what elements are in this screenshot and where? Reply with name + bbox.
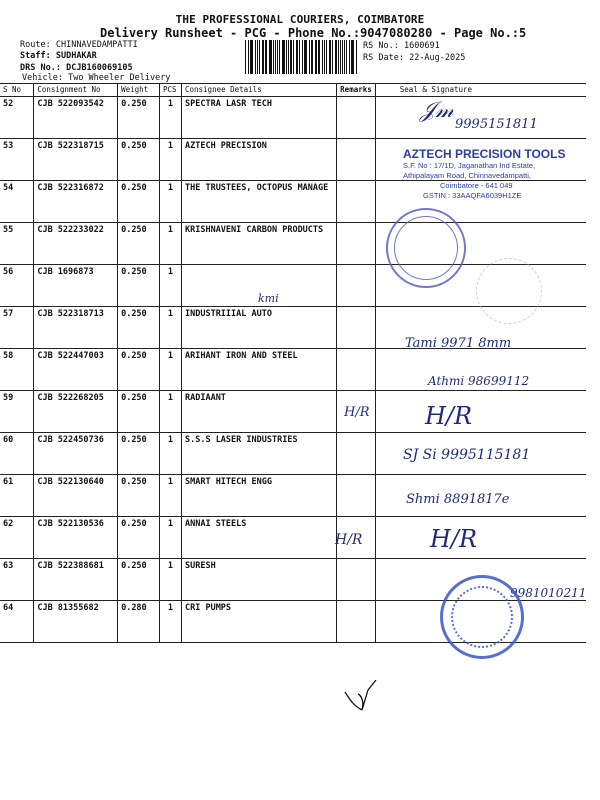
cell-weight: 0.250 — [118, 559, 160, 601]
staff-label: Staff: — [20, 51, 51, 61]
cell-weight: 0.250 — [118, 391, 160, 433]
krishnaveni-stamp — [386, 208, 466, 288]
cell-consignment-no: CJB 1696873 — [34, 265, 118, 307]
cell-weight: 0.250 — [118, 139, 160, 181]
barcode-bar — [356, 40, 357, 74]
cell-consignee: INDUSTRIIIAL AUTO — [181, 307, 336, 349]
barcode-bar — [335, 40, 337, 74]
barcode-bar — [330, 40, 331, 74]
cell-weight: 0.250 — [118, 97, 160, 139]
cell-consignment-no: CJB 522388681 — [34, 559, 118, 601]
signature-row-63: 9981010211 — [510, 586, 587, 600]
cell-consignee: ARIHANT IRON AND STEEL — [181, 349, 336, 391]
barcode-bar — [309, 40, 310, 74]
route-value: CHINNAVEDAMPATTI — [55, 40, 138, 50]
col-weight: Weight — [118, 84, 160, 97]
cell-weight: 0.250 — [118, 181, 160, 223]
barcode-bar — [346, 40, 347, 74]
barcode-bar — [279, 40, 280, 74]
barcode-bar — [248, 40, 249, 74]
cell-sno: 57 — [0, 307, 34, 349]
cell-seal-signature — [375, 391, 586, 433]
barcode-bar — [324, 40, 325, 74]
cell-seal-signature — [375, 517, 586, 559]
col-seal-signature: Seal & Signature — [375, 84, 586, 97]
cell-consignment-no: CJB 522318715 — [34, 139, 118, 181]
cell-sno: 58 — [0, 349, 34, 391]
cell-consignee: SPECTRA LASR TECH — [181, 97, 336, 139]
cell-sno: 54 — [0, 181, 34, 223]
cell-consignee: AZTECH PRECISION — [181, 139, 336, 181]
signature-row-58: Athmi 98699112 — [428, 374, 530, 388]
cell-sno: 53 — [0, 139, 34, 181]
cell-consignee: RADIAANT — [181, 391, 336, 433]
barcode-bar — [318, 40, 319, 74]
cell-consignment-no: CJB 522318713 — [34, 307, 118, 349]
route-label: Route: — [20, 40, 51, 50]
aztech-stamp-gstin: GSTIN : 33AAQFA6039H1ZE — [423, 191, 522, 200]
cell-weight: 0.250 — [118, 265, 160, 307]
cell-sno: 62 — [0, 517, 34, 559]
handwriting-above-57: kmi — [258, 292, 279, 305]
barcode-bar — [293, 40, 294, 74]
cell-consignee: ANNAI STEELS — [181, 517, 336, 559]
cell-pcs: 1 — [160, 223, 182, 265]
barcode-bar — [257, 40, 258, 74]
col-pcs: PCS — [160, 84, 182, 97]
aztech-stamp-line2: Athipalayam Road, Chinnavedampatti, — [403, 171, 531, 180]
cell-remarks — [337, 223, 376, 265]
vehicle-line — [22, 73, 170, 83]
barcode-bar — [255, 40, 257, 74]
barcode-bar — [286, 40, 287, 74]
aztech-stamp-line1: S.F. No : 17/1D, Jaganathan Ind Estate, — [403, 161, 536, 170]
table-row — [0, 391, 586, 433]
cell-weight: 0.250 — [118, 433, 160, 475]
cri-pumps-stamp — [440, 575, 524, 659]
barcode-bar — [329, 40, 330, 74]
barcode-bar — [338, 40, 339, 74]
barcode-bar — [305, 40, 306, 74]
company-title: THE PROFESSIONAL COURIERS, COIMBATORE — [175, 13, 425, 26]
staff-value: SUDHAKAR — [55, 51, 97, 61]
barcode-bar — [251, 40, 252, 74]
cell-pcs: 1 — [160, 97, 182, 139]
krishnaveni-stamp-inner — [394, 216, 458, 280]
rs-no-line — [363, 41, 440, 51]
barcode-bar — [352, 40, 353, 74]
cell-weight: 0.250 — [118, 349, 160, 391]
barcode-bar — [297, 40, 298, 74]
remarks-hr-59: H/R — [344, 405, 370, 420]
signature-row-61: Shmi 8891817e — [406, 492, 510, 507]
runsheet-subtitle: Delivery Runsheet - PCG - Phone No.:9047080280 - Page No.:5 — [100, 26, 527, 40]
cell-pcs: 1 — [160, 265, 182, 307]
cell-weight: 0.250 — [118, 517, 160, 559]
cell-consignment-no: CJB 81355682 — [34, 601, 118, 643]
cell-weight: 0.250 — [118, 223, 160, 265]
cell-pcs: 1 — [160, 181, 182, 223]
cell-consignee: SMART HITECH ENGG — [181, 475, 336, 517]
rs-date-label: RS Date: — [363, 53, 404, 63]
cell-sno: 56 — [0, 265, 34, 307]
rs-date-line — [363, 53, 465, 63]
barcode-bar — [265, 40, 266, 74]
barcode-bar — [302, 40, 303, 74]
col-consignment: Consignment No — [34, 84, 118, 97]
barcode-bar — [349, 40, 350, 74]
cell-remarks — [337, 307, 376, 349]
barcode — [245, 40, 357, 74]
barcode-bar — [259, 40, 260, 74]
cell-sno: 59 — [0, 391, 34, 433]
barcode-bar — [344, 40, 345, 74]
cell-pcs: 1 — [160, 349, 182, 391]
signature-row-62: H/R — [430, 525, 478, 553]
cell-consignment-no: CJB 522233022 — [34, 223, 118, 265]
barcode-bar — [342, 40, 343, 74]
cell-remarks — [337, 475, 376, 517]
cell-pcs: 1 — [160, 391, 182, 433]
cell-weight: 0.250 — [118, 307, 160, 349]
cell-consignee: SURESH — [181, 559, 336, 601]
signature-row-57: Tami 9971 8mm — [405, 336, 512, 351]
cell-pcs: 1 — [160, 307, 182, 349]
aztech-stamp-name: AZTECH PRECISION TOOLS — [403, 147, 566, 161]
cell-consignee: CRI PUMPS — [181, 601, 336, 643]
barcode-bar — [273, 40, 274, 74]
rs-no-label: RS No.: — [363, 41, 399, 51]
barcode-bar — [312, 40, 313, 74]
drs-line — [20, 63, 133, 73]
cell-sno: 61 — [0, 475, 34, 517]
route-line — [20, 40, 138, 50]
cell-pcs: 1 — [160, 517, 182, 559]
cell-consignment-no: CJB 522447003 — [34, 349, 118, 391]
cell-sno: 63 — [0, 559, 34, 601]
cell-sno: 60 — [0, 433, 34, 475]
barcode-bar — [322, 40, 323, 74]
barcode-bar — [270, 40, 272, 74]
barcode-bar — [250, 40, 251, 74]
barcode-bar — [326, 40, 327, 74]
cell-remarks — [337, 181, 376, 223]
cell-consignee: THE TRUSTEES, OCTOPUS MANAGE — [181, 181, 336, 223]
cell-sno: 52 — [0, 97, 34, 139]
signature-scribble-52: 𝒥𝓂 — [420, 98, 454, 123]
cell-remarks — [337, 139, 376, 181]
barcode-bar — [296, 40, 297, 74]
col-sno: S No — [0, 84, 34, 97]
vehicle-label: Vehicle: — [22, 73, 63, 83]
barcode-bar — [277, 40, 278, 74]
col-remarks: Remarks — [337, 84, 376, 97]
barcode-bar — [332, 40, 333, 74]
signature-row-52: 9995151811 — [455, 117, 538, 132]
barcode-bar — [283, 40, 284, 74]
rs-date-value: 22-Aug-2025 — [409, 53, 466, 63]
barcode-bar — [315, 40, 317, 74]
barcode-bar — [319, 40, 320, 74]
cell-weight: 0.280 — [118, 601, 160, 643]
barcode-bar — [275, 40, 276, 74]
cell-pcs: 1 — [160, 601, 182, 643]
cell-sno: 64 — [0, 601, 34, 643]
staff-line — [20, 51, 97, 61]
rs-no-value: 1600691 — [403, 41, 440, 51]
barcode-bar — [263, 40, 264, 74]
cell-consignment-no: CJB 522093542 — [34, 97, 118, 139]
cell-pcs: 1 — [160, 433, 182, 475]
barcode-bar — [299, 40, 300, 74]
barcode-bar — [288, 40, 289, 74]
faint-stamp-row-56 — [476, 258, 542, 324]
cell-remarks — [337, 601, 376, 643]
vehicle-value: Two Wheeler Delivery — [68, 73, 171, 83]
cell-remarks — [337, 97, 376, 139]
barcode-bar — [340, 40, 341, 74]
cell-remarks — [337, 349, 376, 391]
cell-sno: 55 — [0, 223, 34, 265]
table-row — [0, 223, 586, 265]
barcode-bar — [290, 40, 292, 74]
check-mark-icon — [340, 680, 380, 730]
cell-consignment-no: CJB 522130640 — [34, 475, 118, 517]
table-header-row — [0, 84, 586, 97]
barcode-bar — [351, 40, 352, 74]
cell-consignee: KRISHNAVENI CARBON PRODUCTS — [181, 223, 336, 265]
signature-row-59: H/R — [425, 402, 473, 430]
cell-weight: 0.250 — [118, 475, 160, 517]
remarks-hr-62: H/R — [335, 532, 363, 548]
col-consignee: Consignee Details — [181, 84, 336, 97]
barcode-bar — [245, 40, 246, 74]
cell-consignment-no: CJB 522130536 — [34, 517, 118, 559]
drs-value: DCJB160069105 — [66, 63, 133, 73]
aztech-stamp-line3: Coimbatore - 641 049 — [440, 181, 513, 190]
barcode-bar — [282, 40, 283, 74]
signature-row-60: SJ Si 9995115181 — [403, 447, 531, 463]
cri-pumps-stamp-inner — [451, 586, 513, 648]
cell-consignment-no: CJB 522316872 — [34, 181, 118, 223]
cell-remarks — [337, 433, 376, 475]
barcode-bar — [311, 40, 312, 74]
cell-remarks — [337, 265, 376, 307]
barcode-bar — [304, 40, 305, 74]
drs-label: DRS No.: — [20, 63, 61, 73]
cell-remarks — [337, 559, 376, 601]
cell-pcs: 1 — [160, 475, 182, 517]
barcode-bar — [269, 40, 270, 74]
table-row — [0, 517, 586, 559]
cell-consignment-no: CJB 522450736 — [34, 433, 118, 475]
cell-consignee: S.S.S LASER INDUSTRIES — [181, 433, 336, 475]
cell-pcs: 1 — [160, 559, 182, 601]
barcode-bar — [262, 40, 263, 74]
cell-consignment-no: CJB 522268205 — [34, 391, 118, 433]
cell-pcs: 1 — [160, 139, 182, 181]
